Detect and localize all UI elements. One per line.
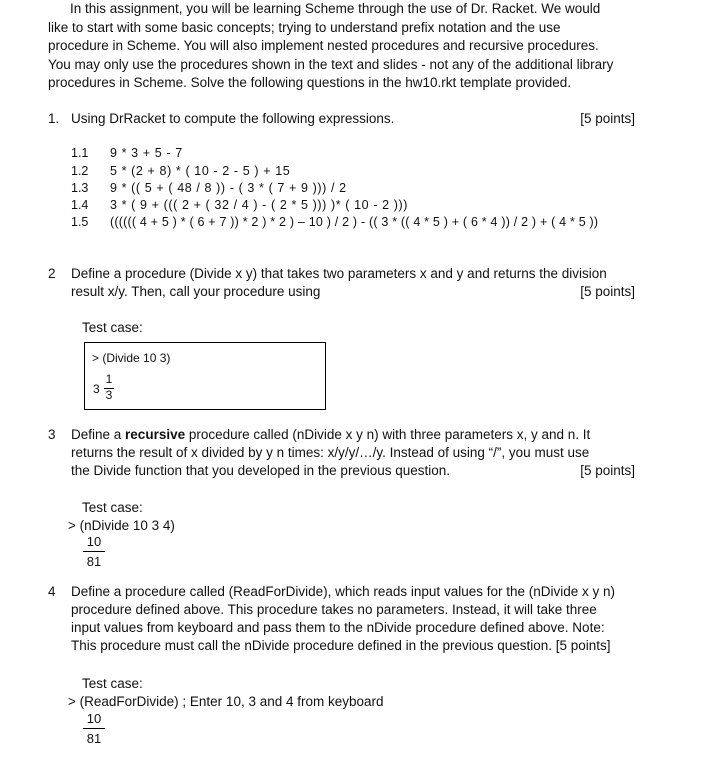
q3-call: > (nDivide 10 3 4)	[68, 518, 175, 533]
q2-number: 2	[48, 266, 56, 281]
q4-line: Define a procedure called (ReadForDivide), which reads input values for the (nDivide x y n)	[71, 584, 616, 599]
q1-item-expression: (((((( 4 + 5 ) * ( 6 + 7 )) * 2 ) * 2 ) – 10 ) / 2 ) - (( 3 * (( 4 * 5 ) + ( 6 * 4 )) / 2 ) + ( 4 * 5 ))	[110, 215, 599, 229]
intro-line: procedures in Scheme. Solve the following questions in the hw10.rkt template provided.	[48, 75, 572, 90]
q1-points: [5 points]	[580, 111, 635, 126]
fraction-bar	[83, 728, 105, 729]
q3-bold-text: recursive	[125, 427, 186, 442]
q1-item-expression: 9 * (( 5 + ( 48 / 8 )) - ( 3 * ( 7 + 9 ))) / 2	[110, 181, 347, 195]
q1-item-number: 1.5	[71, 215, 89, 229]
intro-paragraph	[48, 0, 648, 93]
q3-line: the Divide function that you developed in the previous question.	[71, 463, 451, 478]
q3-text: Define a	[71, 427, 126, 442]
q2-fraction	[104, 372, 114, 402]
intro-line: You may only use the procedures shown in the text and slides - not any of the additional library	[48, 56, 614, 72]
q4-line: procedure defined above. This procedure takes no parameters. Instead, it will take three	[71, 602, 597, 617]
q2-line: Define a procedure (Divide x y) that takes two parameters x and y and returns the division	[71, 266, 607, 281]
q2-call: > (Divide 10 3)	[92, 351, 171, 365]
fraction-bar	[83, 551, 105, 552]
q1-item-expression: 3 * ( 9 + ((( 2 + ( 32 / 4 ) - ( 2 * 5 ))) )* ( 10 - 2 )))	[110, 198, 409, 212]
q1-number: 1.	[48, 111, 60, 126]
q3-numerator: 10	[86, 534, 102, 549]
q4-fraction	[83, 711, 105, 746]
q1-item-expression: 5 * (2 + 8) * ( 10 - 2 - 5 ) + 15	[110, 164, 291, 178]
q3-line	[71, 427, 590, 442]
q3-text: procedure called (nDivide x y n) with three parameters x, y and n. It	[185, 427, 591, 442]
q2-numerator: 1	[105, 372, 113, 386]
q4-line: This procedure must call the nDivide procedure defined in the previous question. [5 points]	[71, 638, 611, 653]
q4-call: > (ReadForDivide) ; Enter 10, 3 and 4 from keyboard	[68, 694, 384, 709]
q1-text: Using DrRacket to compute the following expressions.	[71, 111, 395, 126]
q1-item-number: 1.1	[71, 146, 89, 160]
q4-numerator: 10	[86, 711, 102, 726]
q4-test-label: Test case:	[82, 676, 143, 691]
q3-points: [5 points]	[580, 463, 635, 478]
q3-line: returns the result of x divided by y n times: x/y/y/…/y. Instead of using “/”, you must use	[71, 445, 590, 460]
q1-item-number: 1.4	[71, 198, 89, 212]
q4-line: input values from keyboard and pass them to the nDivide procedure defined above. Note:	[71, 620, 605, 635]
q1-item-number: 1.3	[71, 181, 89, 195]
q2-line: result x/y. Then, call your procedure using	[71, 284, 321, 299]
intro-line: like to start with some basic concepts; trying to understand prefix notation and the use	[48, 19, 561, 35]
q2-denominator: 3	[105, 388, 113, 402]
q3-fraction	[83, 534, 105, 569]
q2-test-label: Test case:	[82, 320, 143, 335]
q4-number: 4	[48, 584, 56, 599]
q2-points: [5 points]	[580, 284, 635, 299]
q2-whole: 3	[93, 382, 100, 396]
q1-item-expression: 9 * 3 + 5 - 7	[110, 146, 183, 160]
intro-line: In this assignment, you will be learning Scheme through the use of Dr. Racket. We would	[70, 1, 601, 16]
q3-denominator: 81	[86, 554, 102, 569]
q3-test-label: Test case:	[82, 500, 143, 515]
intro-line: procedure in Scheme. You will also implement nested procedures and recursive procedures.	[48, 38, 599, 53]
q3-number: 3	[48, 427, 56, 442]
q4-denominator: 81	[86, 731, 102, 746]
q1-item-number: 1.2	[71, 164, 89, 178]
